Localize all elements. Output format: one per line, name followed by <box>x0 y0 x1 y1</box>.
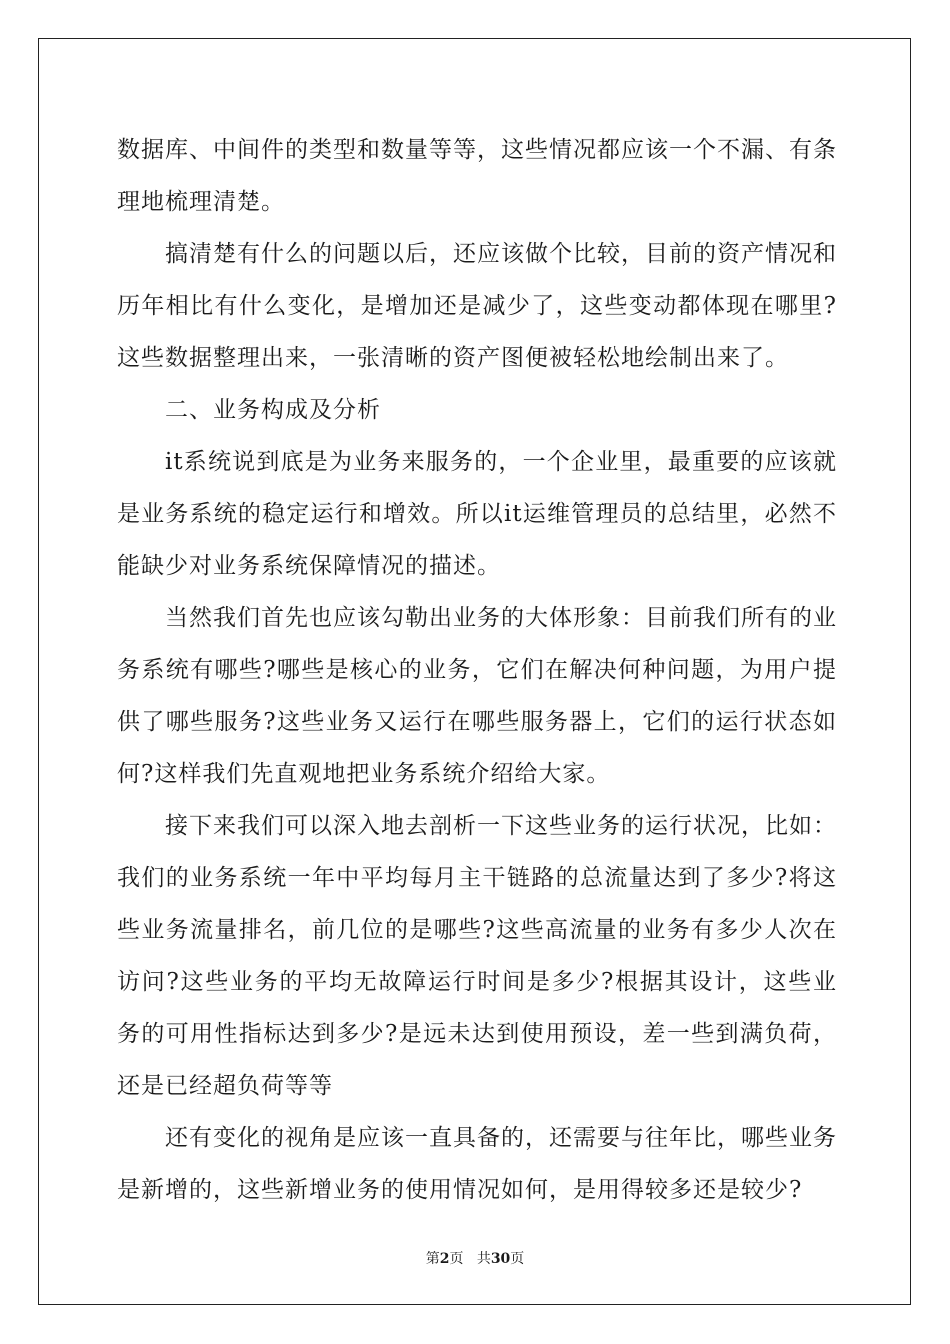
page-suffix: 页 <box>449 1251 464 1267</box>
page-number: 2 <box>439 1251 450 1267</box>
page-footer <box>0 1248 950 1268</box>
paragraph-3: it系统说到底是为业务来服务的，一个企业里，最重要的应该就是业务系统的稳定运行和增效。所以it运维管理员的总结里，必然不能缺少对业务系统保障情况的描述。 <box>117 449 837 579</box>
page-prefix: 第 <box>425 1251 440 1267</box>
paragraph-6: 还有变化的视角是应该一直具备的，还需要与往年比，哪些业务是新增的，这些新增业务的使用情况如何，是用得较多还是较少? <box>117 1125 837 1203</box>
paragraph-2: 搞清楚有什么的问题以后，还应该做个比较，目前的资产情况和历年相比有什么变化，是增加还是减少了，这些变动都体现在哪里?这些数据整理出来，一张清晰的资产图便被轻松地绘制出来了。 <box>117 241 837 371</box>
total-pages: 30 <box>490 1251 511 1267</box>
paragraph-5: 接下来我们可以深入地去剖析一下这些业务的运行状况，比如：我们的业务系统一年中平均每月主干链路的总流量达到了多少?将这些业务流量排名，前几位的是哪些?这些高流量的业务有多少人次在访问?这些业务的平均无故障运行时间是多少?根据其设计，这些业务的可用性指标达到多少?是远未达到使用预设，差一些到满负荷，还是已经超负荷等等 <box>117 813 837 1099</box>
total-suffix: 页 <box>510 1251 525 1267</box>
section-heading: 二、业务构成及分析 <box>165 397 381 423</box>
total-prefix: 共 <box>476 1251 491 1267</box>
document-body <box>117 124 837 1216</box>
paragraph-1: 数据库、中间件的类型和数量等等，这些情况都应该一个不漏、有条理地梳理清楚。 <box>117 137 837 215</box>
paragraph-4: 当然我们首先也应该勾勒出业务的大体形象：目前我们所有的业务系统有哪些?哪些是核心的业务，它们在解决何种问题，为用户提供了哪些服务?这些业务又运行在哪些服务器上，它们的运行状态如何?这样我们先直观地把业务系统介绍给大家。 <box>117 605 837 787</box>
